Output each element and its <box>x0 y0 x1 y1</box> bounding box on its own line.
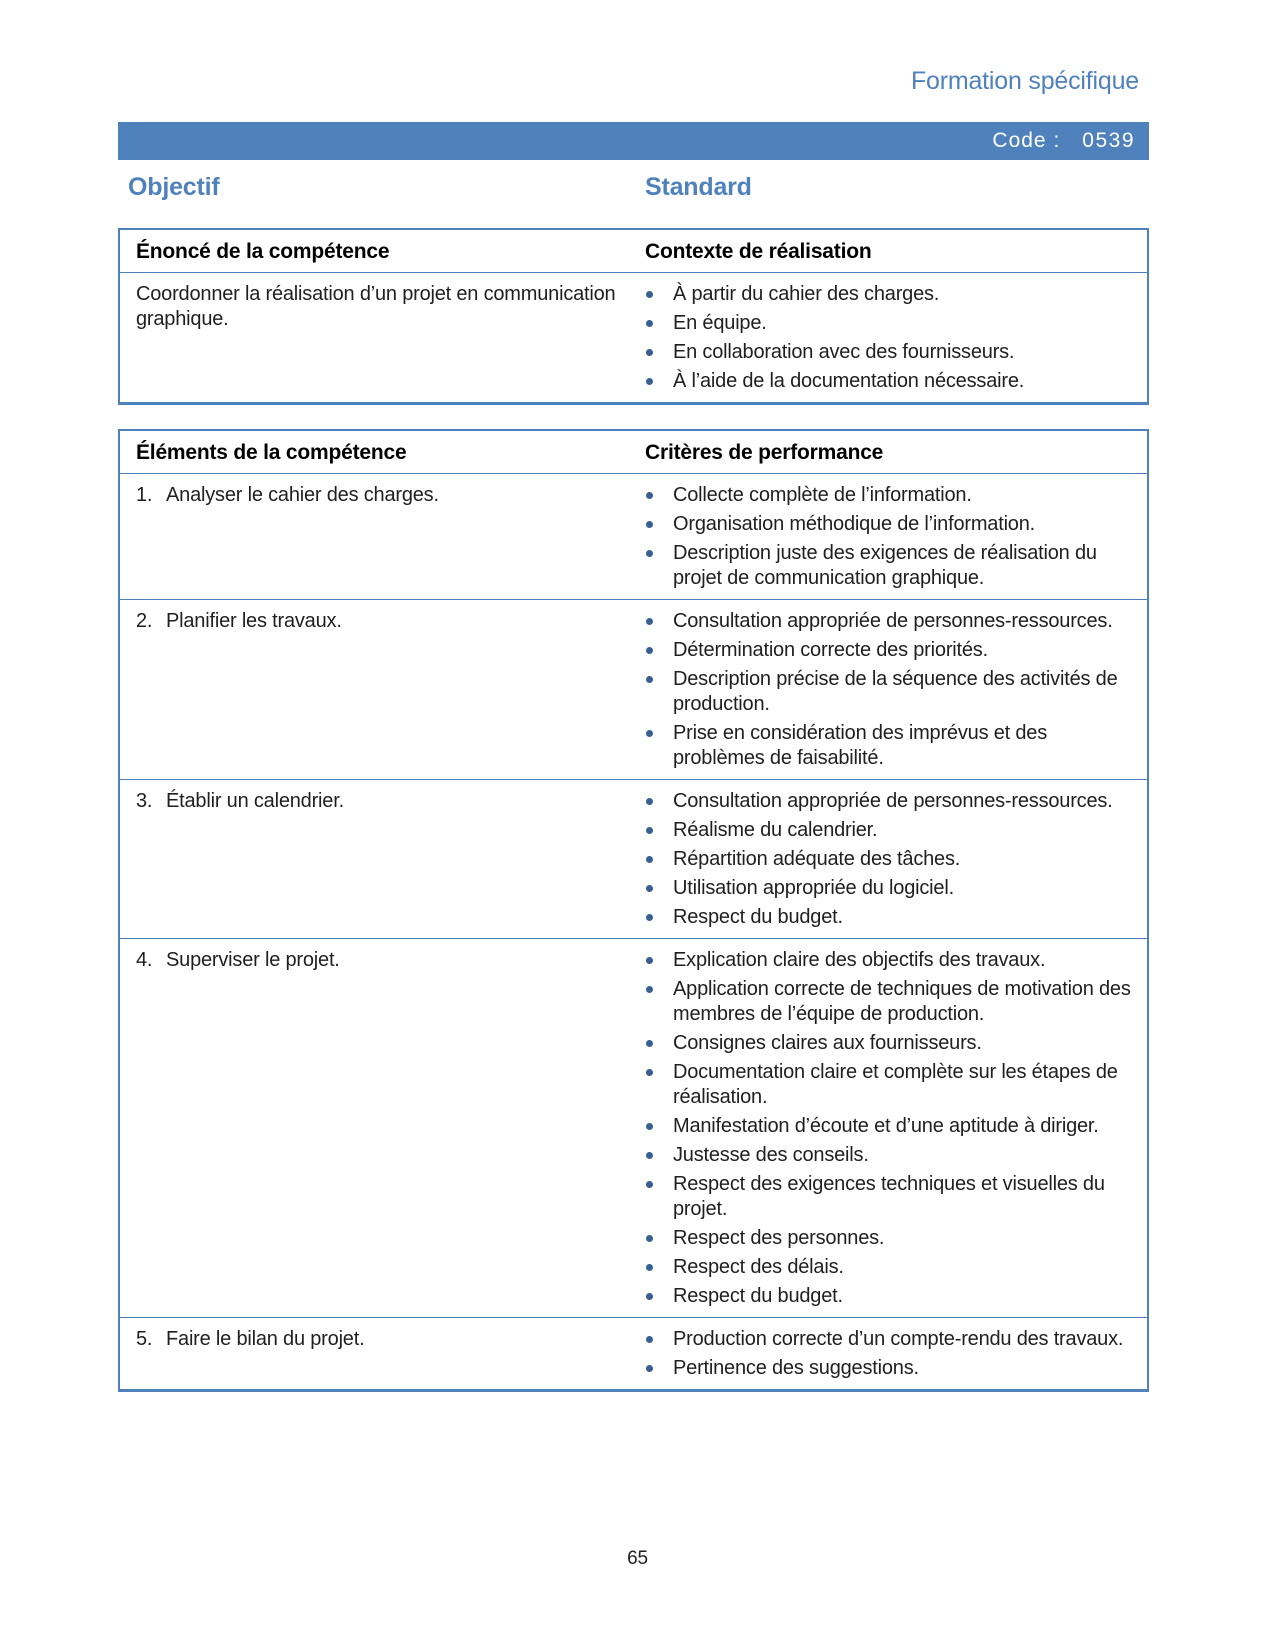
bullet-item <box>645 1172 1147 1222</box>
bullet-icon <box>646 492 653 499</box>
bullet-text: Respect des exigences techniques et visuelles du projet. <box>673 1173 1105 1220</box>
bullet-item <box>645 721 1147 771</box>
bullet-icon <box>646 378 653 385</box>
bullet-item <box>645 638 1147 663</box>
bullet-icon <box>646 1365 653 1372</box>
bullet-icon <box>646 856 653 863</box>
bullet-icon <box>646 885 653 892</box>
row-criteria-cell <box>645 1318 1147 1389</box>
bullet-text: Répartition adéquate des tâches. <box>673 848 961 870</box>
table-row <box>120 474 1147 599</box>
row-statement: Superviser le projet. <box>166 949 340 971</box>
row-number: 5. <box>136 1328 153 1350</box>
table-row <box>120 1317 1147 1389</box>
table-header-right: Contexte de réalisation <box>645 240 872 263</box>
bullet-icon <box>646 521 653 528</box>
bullet-text: Description précise de la séquence des activités de production. <box>673 668 1118 715</box>
table-header-left: Éléments de la compétence <box>136 441 407 464</box>
bullet-item <box>645 340 1147 365</box>
bullet-icon <box>646 291 653 298</box>
elements-competence-table <box>118 429 1149 1392</box>
bullet-text: Consignes claires aux fournisseurs. <box>673 1032 982 1054</box>
bullet-icon <box>646 798 653 805</box>
bullet-item <box>645 609 1147 634</box>
bullet-icon <box>646 1293 653 1300</box>
section-label: Formation spécifique <box>910 67 1139 95</box>
bullet-text: Organisation méthodique de l’information. <box>673 513 1036 535</box>
bullet-item <box>645 1143 1147 1168</box>
bullet-text: Réalisme du calendrier. <box>673 819 878 841</box>
row-criteria-cell <box>645 474 1147 599</box>
bullet-item <box>645 789 1147 814</box>
bullet-icon <box>646 1181 653 1188</box>
objectif-title: Objectif <box>128 173 220 201</box>
bullet-text: Respect des personnes. <box>673 1227 885 1249</box>
table-row <box>120 938 1147 1317</box>
bullet-icon <box>646 676 653 683</box>
row-statement: Coordonner la réalisation d’un projet en communication graphique. <box>136 283 616 330</box>
bullet-icon <box>646 986 653 993</box>
bullet-text: Justesse des conseils. <box>673 1144 869 1166</box>
bullet-item <box>645 483 1147 508</box>
table-header-right: Critères de performance <box>645 441 884 464</box>
row-criteria-cell <box>645 780 1147 938</box>
bullet-icon <box>646 550 653 557</box>
row-statement: Faire le bilan du projet. <box>166 1328 365 1350</box>
bullet-text: Production correcte d’un compte-rendu des travaux. <box>673 1328 1124 1350</box>
bullet-icon <box>646 349 653 356</box>
bullet-item <box>645 1226 1147 1251</box>
bullet-item <box>645 1327 1147 1352</box>
enonce-competence-table <box>118 228 1149 405</box>
row-statement: Analyser le cahier des charges. <box>166 484 439 506</box>
bullet-icon <box>646 320 653 327</box>
row-statement: Planifier les travaux. <box>166 610 342 632</box>
bullet-item <box>645 905 1147 930</box>
bullet-text: Application correcte de techniques de motivation des membres de l’équipe de production. <box>673 978 1131 1025</box>
bullet-icon <box>646 647 653 654</box>
row-statement-cell <box>120 939 645 1317</box>
row-criteria-cell <box>645 600 1147 779</box>
bullet-text: Utilisation appropriée du logiciel. <box>673 877 954 899</box>
bullet-icon <box>646 618 653 625</box>
table-row <box>120 599 1147 779</box>
row-statement-cell <box>120 600 645 779</box>
bullet-icon <box>646 1235 653 1242</box>
code-bar <box>118 122 1149 160</box>
bullet-item <box>645 541 1147 591</box>
bullet-item <box>645 311 1147 336</box>
row-number: 2. <box>136 610 153 632</box>
bullet-text: Explication claire des objectifs des travaux. <box>673 949 1046 971</box>
bullet-item <box>645 1114 1147 1139</box>
bullet-item <box>645 818 1147 843</box>
row-statement: Établir un calendrier. <box>166 790 344 812</box>
code-label: Code : <box>992 129 1061 152</box>
bullet-item <box>645 977 1147 1027</box>
code-value: 0539 <box>1082 129 1135 152</box>
row-number: 4. <box>136 949 153 971</box>
bullet-item <box>645 1284 1147 1309</box>
bullet-item <box>645 948 1147 973</box>
bullet-text: Consultation appropriée de personnes-ressources. <box>673 610 1113 632</box>
table-header-left: Énoncé de la compétence <box>136 240 390 263</box>
column-titles <box>118 172 1149 204</box>
row-statement-cell <box>120 273 645 402</box>
bullet-item <box>645 512 1147 537</box>
row-statement-cell <box>120 474 645 599</box>
bullet-item <box>645 1060 1147 1110</box>
bullet-icon <box>646 1123 653 1130</box>
bullet-item <box>645 369 1147 394</box>
bullet-icon <box>646 914 653 921</box>
table-row <box>120 273 1147 402</box>
page-number: 65 <box>627 1548 648 1569</box>
bullet-icon <box>646 730 653 737</box>
bullet-icon <box>646 1336 653 1343</box>
bullet-item <box>645 282 1147 307</box>
bullet-icon <box>646 1069 653 1076</box>
bullet-icon <box>646 827 653 834</box>
bullet-icon <box>646 957 653 964</box>
bullet-text: Collecte complète de l’information. <box>673 484 972 506</box>
bullet-icon <box>646 1040 653 1047</box>
bullet-item <box>645 1031 1147 1056</box>
bullet-item <box>645 667 1147 717</box>
standard-title: Standard <box>645 173 752 201</box>
table-header-row <box>120 230 1147 273</box>
row-statement-cell <box>120 780 645 938</box>
row-criteria-cell <box>645 273 1147 402</box>
row-criteria-cell <box>645 939 1147 1317</box>
bullet-text: À l’aide de la documentation nécessaire. <box>673 370 1025 392</box>
table-header-row <box>120 431 1147 474</box>
bullet-text: Consultation appropriée de personnes-ressources. <box>673 790 1113 812</box>
row-number: 3. <box>136 790 153 812</box>
bullet-text: Détermination correcte des priorités. <box>673 639 988 661</box>
bullet-text: À partir du cahier des charges. <box>673 283 940 305</box>
bullet-text: En collaboration avec des fournisseurs. <box>673 341 1015 363</box>
bullet-icon <box>646 1264 653 1271</box>
bullet-text: Manifestation d’écoute et d’une aptitude à diriger. <box>673 1115 1099 1137</box>
bullet-item <box>645 1356 1147 1381</box>
bullet-text: Pertinence des suggestions. <box>673 1357 919 1379</box>
bullet-item <box>645 876 1147 901</box>
bullet-item <box>645 1255 1147 1280</box>
bullet-text: En équipe. <box>673 312 767 334</box>
bullet-text: Prise en considération des imprévus et des problèmes de faisabilité. <box>673 722 1048 769</box>
row-number: 1. <box>136 484 153 506</box>
bullet-text: Respect des délais. <box>673 1256 844 1278</box>
bullet-text: Respect du budget. <box>673 1285 843 1307</box>
table-row <box>120 779 1147 938</box>
bullet-item <box>645 847 1147 872</box>
bullet-text: Documentation claire et complète sur les étapes de réalisation. <box>673 1061 1118 1108</box>
row-statement-cell <box>120 1318 645 1389</box>
bullet-icon <box>646 1152 653 1159</box>
bullet-text: Respect du budget. <box>673 906 843 928</box>
bullet-text: Description juste des exigences de réalisation du projet de communication graphique. <box>673 542 1097 589</box>
